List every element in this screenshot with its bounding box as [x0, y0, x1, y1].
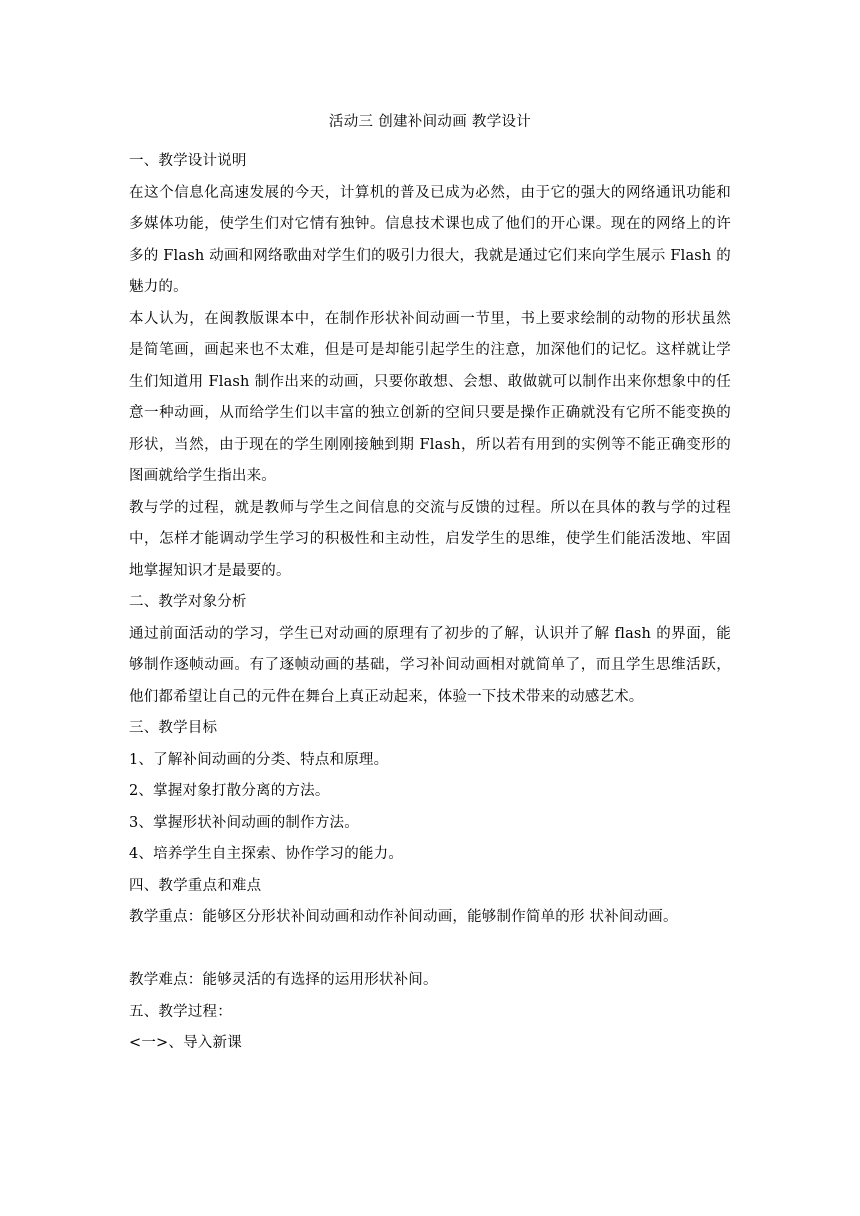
objective-item-4: 4、培养学生自主探索、协作学习的能力。 [129, 846, 404, 862]
section-heading-objectives: 三、教学目标 [129, 720, 218, 736]
section-heading-process: 五、教学过程： [129, 1003, 232, 1020]
section-heading-design-notes: 一、教学设计说明 [129, 153, 247, 169]
difficult-point-text: 教学难点：能够灵活的有选择的运用形状补间。 [129, 972, 438, 988]
document-title: 活动三 创建补间动画 教学设计 [328, 114, 532, 130]
paragraph-design-notes-1: 在这个信息化高速发展的今天，计算机的普及已成为必然，由于它的强大的网络通讯功能和多媒体功能，使学生们对它情有独钟。信息技术课也成了他们的开心课。现在的网络上的许多的 Flash 动画和网络歌曲对学生们的吸引力很大，我就是通过它们来向学生展示 Flash 的魅力的。 [129, 184, 731, 295]
document-body [129, 146, 731, 1060]
subsection-heading-intro: <一>、导入新课 [129, 1035, 242, 1051]
objective-item-3: 3、掌握形状补间动画的制作方法。 [129, 814, 359, 831]
section-heading-key-points: 四、教学重点和难点 [129, 877, 262, 894]
paragraph-design-notes-2: 本人认为，在闽教版课本中，在制作形状补间动画一节里，书上要求绘制的动物的形状虽然是简笔画，画起来也不太难，但是可是却能引起学生的注意，加深他们的记忆。这样就让学生们知道用 Flash 制作出来的动画，只要你敢想、会想、敢做就可以制作出来你想象中的任意一种动画，从而给学生们以丰富的独立创新的空间只要是操作正确就没有它所不能变换的形状，当然，由于现在的学生刚刚接触到期 Flash，所以若有用到的实例等不能正确变形的图画就给学生指出来。 [129, 310, 731, 484]
blank-line [129, 934, 731, 966]
objective-item-1: 1、了解补间动画的分类、特点和原理。 [129, 751, 389, 768]
paragraph-audience: 通过前面活动的学习，学生已对动画的原理有了初步的了解，认识并了解 flash 的界面，能够制作逐帧动画。有了逐帧动画的基础，学习补间动画相对就简单了，而且学生思维活跃，他们都希望让自己的元件在舞台上真正动起来，体验一下技术带来的动感艺术。 [129, 625, 731, 705]
paragraph-design-notes-3: 教与学的过程，就是教师与学生之间信息的交流与反馈的过程。所以在具体的教与学的过程中，怎样才能调动学生学习的积极性和主动性，启发学生的思维，使学生们能活泼地、牢固地掌握知识才是最要的。 [129, 499, 731, 579]
objective-item-2: 2、掌握对象打散分离的方法。 [129, 783, 330, 799]
section-heading-audience: 二、教学对象分析 [129, 594, 247, 610]
key-point-text: 教学重点：能够区分形状补间动画和动作补间动画，能够制作简单的形 状补间动画。 [129, 909, 678, 925]
